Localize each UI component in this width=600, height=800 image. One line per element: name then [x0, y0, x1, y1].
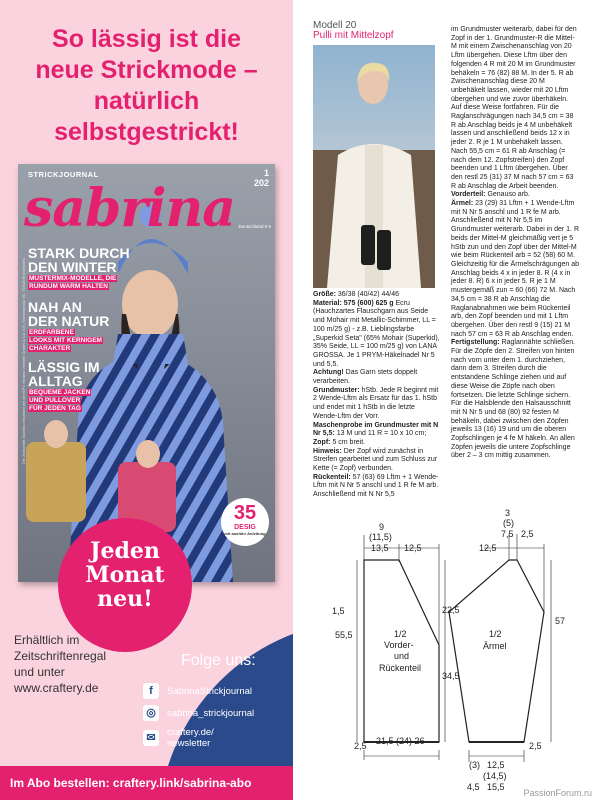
social-facebook[interactable] [143, 683, 252, 699]
newsletter-icon: ✉ [143, 730, 159, 746]
availability-text: Erhältlich im Zeitschriftenregal und unter www.craftery.de [14, 633, 107, 695]
para-gauge: Maschenprobe im Grundmuster mit N Nr 5,5: 13 M und 11 R = 10 x 10 cm; [313, 421, 439, 438]
model-number: Modell 20 [313, 20, 357, 31]
para-cable: Zopf: 5 cm breit. [313, 438, 366, 446]
para-note: Hinweis: Der Zopf wird zunächst in Streifen gearbeitet und zum Schluss zur Kette (= Zopf) verbunden. [313, 447, 438, 473]
sleeve-name-2: Ärmel [483, 641, 507, 651]
sleeve-outline [449, 560, 544, 742]
instructions-column-1 [313, 291, 441, 500]
body-label-13-5: 13,5 [371, 543, 389, 553]
magazine-cover [18, 164, 275, 582]
instagram-icon: ◎ [143, 705, 159, 721]
body-label-34-5: 34,5 [442, 671, 460, 681]
social-instagram[interactable] [143, 705, 254, 721]
designs-badge: 35 DESIG mit ausführ Anleitung [221, 498, 269, 546]
magazine-journal-label: STRICKJOURNAL [28, 170, 99, 179]
instructions-column-2 [451, 26, 579, 461]
cover-line-3-small2: UND PULLOVER [29, 397, 81, 404]
body-label-9: 9 [379, 522, 385, 532]
magazine-logo: sabrina [24, 178, 235, 239]
pattern-schematics [299, 500, 600, 800]
para-front: Vorderteil: Genauso arb. [451, 191, 530, 199]
sleeve-label-2-5-top: 2,5 [521, 529, 534, 539]
cover-line-2-big: NAH AN [28, 299, 82, 315]
body-name-3: und [394, 651, 410, 661]
cover-line-2-big2: DER NATUR [28, 313, 110, 329]
monthly-circle: Jeden Monat neu! [58, 518, 192, 652]
instagram-label: sabrina_strickjournal [167, 707, 255, 719]
body-label-55-5: 55,5 [335, 630, 353, 640]
newsletter-label: craftery.de/ newsletter [167, 727, 214, 749]
issue-year: 202 [253, 178, 269, 188]
body-name-1: 1/2 [394, 629, 407, 639]
para-finishing: Fertigstellung: Raglannähte schließen. Für die Zöpfe den 2. Streifen von hinten nach vorn unter dem 1. durchziehen, dann dem 3. Streifen durch die entstandene Schlinge ziehen und auf diese Weise die Zöpfe nach oben fortsetzen. Die letzte Schlinge sichern. Für die Halsblende den Halsausschnitt mit N Nr 5 und 68 (80) 92 festen M behäkeln, dabei zwischen den Zöpfen jeweils 13 (16) 19 und um die oberen Zopfschlingen je 4 fe M häkeln. An allen Zöpfen jeweils die untere Zopfschlinge über 2 – 3 cm mittig zusammen. [451, 339, 576, 460]
follow-label: Folge uns: [181, 652, 256, 669]
sleeve-label-3: 3 [505, 508, 511, 518]
body-label-bottom: 21,5 (24) 26 [376, 736, 425, 746]
para-pattern: Grundmuster: hStb. Jede R beginnt mit 2 Wende-Lftm als Ersatz für das 1. hStb und endet mit 1 hStb in die letzte Wende-Lftm der Vorr. [313, 386, 439, 420]
model-photo [313, 45, 435, 288]
para-size: Größe: 36/38 (40/42) 44/46 [313, 291, 400, 298]
sleeve-name-1: 1/2 [489, 629, 502, 639]
issue-number: 1 [263, 168, 269, 178]
sleeve-label-b3: (14,5) [483, 771, 507, 781]
watermark: PassionForum.ru [523, 788, 592, 798]
para-back: Rückenteil: 57 (63) 69 Lftm + 1 Wende-Lftm mit N Nr 5 anschl und 1 R fe M arb. Anschließend mit N Nr 5,5 [313, 473, 439, 499]
magazine-issue [254, 168, 269, 188]
sleeve-label-12-5: 12,5 [479, 543, 497, 553]
cover-line-3-big: LÄSSIG IM [28, 359, 100, 375]
sleeve-label-57: 57 [555, 616, 566, 626]
sleeve-label-b5: 15,5 [487, 782, 505, 792]
cover-line-2-small3: CHARAKTER [29, 345, 71, 352]
sleeve-label-7-5: 7,5 [501, 529, 514, 539]
body-label-11-5: (11,5) [369, 532, 392, 542]
magazine-imprint: Die Zeitschrift Sabrina erscheint bei der BPV Medien Vertrieb GmbH & Co. KG, Römerstraße 90, 79618 Rheinfelden. [21, 257, 26, 464]
sleeve-label-5: (5) [503, 518, 514, 528]
sleeve-label-b2: 12,5 [487, 760, 505, 770]
subscription-bar[interactable]: Im Abo bestellen: craftery.link/sabrina-abo [0, 766, 293, 800]
facebook-icon: f [143, 683, 159, 699]
cover-line-3-small: BEQUEME JACKEN [29, 389, 91, 396]
cover-line-1-small2: RUNDUM WARM HALTEN [29, 283, 108, 290]
body-label-22-5: 22,5 [442, 605, 460, 615]
cover-line-2-small: ERDFARBENE [29, 329, 74, 336]
body-label-12-5: 12,5 [404, 543, 422, 553]
cover-line-1-big: STARK DURCH [28, 245, 130, 261]
para-attention: Achtung! Das Garn stets doppelt verarbeiten. [313, 369, 418, 386]
cover-line-3-big2: ALLTAG [28, 373, 83, 389]
body-label-2-5: 2,5 [354, 741, 367, 751]
body-name-4: Rückenteil [379, 663, 422, 673]
para-sleeve: Ärmel: 23 (29) 31 Lftm + 1 Wende-Lftm mit N Nr 5 anschl und 1 R fe M arb. Anschließend mit N Nr 5,5 im Grundmuster weiterarb. Dabei in der 1. R beids der Mittel-M gleichmäßig vert je 5 hStb zun und den Zopf über der Mittel-M wie beim Rückenteil arb = 52 (58) 60 M. Gleichzeitig für die Ärmelschrägungen ab Anschlag beids 4 x in jeder 8. R (4 x in jeder 8. R) 6 x in jeder 5. R je 1 M mustergemäß zun = 60 (66) 72 M. Nach 34,5 cm = 38 R ab Anschlag die Raglanabnahmen wie beim Rückenteil arb, den Zopf beenden und mit 1 Lftm übergehen. Über den restl 9 (15) 21 M nach 57 cm = 63 R ab Anschlag enden. [451, 200, 580, 338]
para-back-cont: im Grundmuster weiterarb, dabei für den Zopf in der 1. Grundmuster-R die Mittel-M mit einem Zwischenanschlag von 20 Lftm übergehen. Diese Lftm über den folgenden 4 R mit 20 M im Grundmuster behäkeln = 76 (82) 88 M. In der 5. R ab Zwischenanschlag diese 20 M unbehäkelt lassen, wieder mit 20 Lftm übergehen und wie zuvor überhäkeln. Auf diese Weise fortfahren. Für die Raglanschrägungen nach 34,5 cm = 38 R ab Anschlag beids je 4 M unbehäkelt lassen und anschließend beids 12 x in jeder 2. R je 1 M unbehäkelt lassen. Nach 55,5 cm = 61 R ab Anschlag (= nach dem 12. Zopfstreifen) den Zopf beenden und 1 Lftm übergehen. Über den restl 25 (31) 37 M nach 57 cm = 63 R ab Anschlag die Arbeit beenden. [451, 26, 577, 190]
cover-line-3-small3: FÜR JEDEN TAG [29, 405, 81, 412]
advertisement-panel [0, 0, 293, 800]
para-material: Material: 575 (600) 625 g Ecru (Hauchzartes Flauschgarn aus Seide und Mohair mit Metallic-Schimmer, LL = 100 m/25 g) - z.B. Lieblingsfarbe „Superkid Seta" (65% Mohair (Superkid), 35% Seide, LL = 100 m/25 g) von LANA GROSSA. Je 1 PRYM-Häkelnadel Nr 5 und 5,5. [313, 299, 440, 368]
ad-headline: So lässig ist die neue Strickmode – natürlich selbstgestrickt! [35, 25, 258, 146]
cover-line-2-small2: LOOKS MIT KERNIGEM [29, 337, 102, 344]
facebook-label: SabrinaStrickjournal [167, 685, 253, 697]
body-name-2: Vorder- [384, 640, 414, 650]
model-title: Pulli mit Mittelzopf [313, 30, 394, 41]
social-newsletter[interactable] [143, 727, 214, 749]
body-label-1-5: 1,5 [332, 606, 345, 616]
cover-line-1-small: MUSTERMIX-MODELLE, DIE [29, 275, 117, 282]
cover-line-1-big2: DEN WINTER [28, 259, 117, 275]
sleeve-label-b1: (3) [469, 760, 480, 770]
sleeve-label-b4: 4,5 [467, 782, 480, 792]
sleeve-label-2-5: 2,5 [529, 741, 542, 751]
magazine-price: Deutschland € 5 [238, 224, 271, 229]
